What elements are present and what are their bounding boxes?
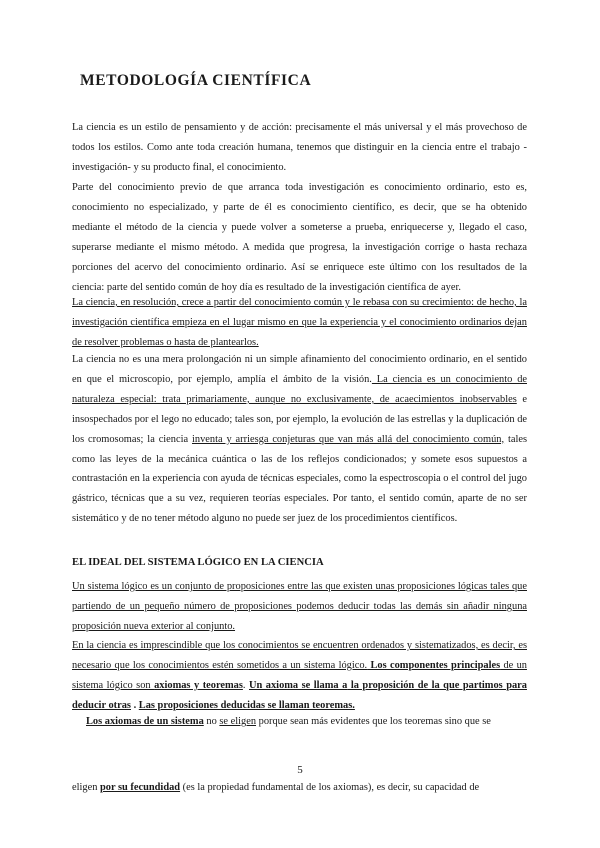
paragraph-4-part-e: tales como las leyes de la mecánica cuántica o las de los reflejos condicionados; y somete esos supuestos a contrastación en la experiencia con ayuda de técnicas especiales, como la espectroscopia o el control del jugo gástrico, técnicas que a su vez, requieren teorías especiales. Por tanto, el sentido común, aparte de no ser sistemático y de no tener método alguno no puede ser juez de los procedimientos científicos. — [72, 433, 528, 525]
paragraph-8-part-b: por su fecundidad — [100, 782, 181, 793]
paragraph-6-part-a: En la ciencia es imprescindible que los conocimientos se encuentren ordenados y sistematizados, es decir, es necesario que los conocimientos estén sometidos a un sistema lógico. — [72, 640, 527, 671]
paragraph-6-part-f: Un axioma se llama a — [249, 679, 348, 691]
paragraph-5: Un sistema lógico es un conjunto de proposiciones entre las que existen unas proposiciones lógicas tales que partiendo de un pequeño número de proposiciones podemos deducir todas las demás sin añadir ninguna proposición nueva exterior al conjunto. — [72, 581, 527, 632]
paragraph-8 — [72, 778, 527, 798]
paragraph-7-part-b: no — [203, 716, 220, 727]
paragraph-7-part-c: se eligen — [219, 716, 257, 727]
section-heading: EL IDEAL DEL SISTEMA LÓGICO EN LA CIENCIA — [72, 557, 324, 568]
paragraph-6 — [72, 636, 527, 716]
paragraph-6-part-h: . — [130, 699, 139, 711]
paragraph-6-part-g: la proposición de la que partimos para deducir otras — [72, 679, 527, 711]
paragraph-4-part-b: La ciencia es un conocimiento de naturaleza especial: trata primariamente, aunque no exclusivamente, de acaecimientos inobservables — [72, 373, 527, 405]
paragraph-6-part-d: axiomas y teoremas — [154, 679, 243, 691]
paragraph-4 — [72, 350, 527, 529]
paragraph-6-part-e: . — [242, 679, 249, 691]
paragraph-7 — [72, 712, 527, 732]
page-number: 5 — [297, 764, 303, 776]
paragraph-4-part-c: e insospechados por el lego no educado; tales son, por ejemplo, la evolución de las estrellas y la duplicación de los cromosomas; la ciencia — [72, 393, 527, 445]
paragraph-8-part-a: eligen — [72, 782, 100, 793]
paragraph-3: La ciencia, en resolución, crece a partir del conocimiento común y le rebasa con su crecimiento: de hecho, la investigación científica empieza en el lugar mismo en que la experiencia y el conocimiento ordinarios dejan de resolver problemas o hasta de plantearlos. — [72, 297, 527, 348]
paragraph-4-part-d: inventa y arriesga conjeturas que van más allá del conocimiento común, — [192, 433, 505, 445]
paragraph-6-part-b: Los componentes principales — [367, 659, 501, 671]
page-title: METODOLOGÍA CIENTÍFICA — [80, 72, 312, 89]
paragraph-1: La ciencia es un estilo de pensamiento y de acción: precisamente el más universal y el más provechoso de todos los estilos. Como ante toda creación humana, tenemos que distinguir en la ciencia entre el trabajo -investigación- y su producto final, el conocimiento. — [72, 122, 527, 173]
paragraph-2: Parte del conocimiento previo de que arranca toda investigación es conocimiento ordinario, esto es, conocimiento no especializado, y parte de él es conocimiento científico, es decir, que se ha obtenido mediante el método de la ciencia y puede volver a someterse a prueba, enriquecerse y, llegado el caso, superarse mediante el mismo método. A medida que progresa, la investigación corrige o hasta rechaza porciones del acervo del conocimiento ordinario. Así se enriquece este último con los resultados de la ciencia: parte del sentido común de hoy día es resultado de la investigación científica de ayer. — [72, 182, 527, 293]
paragraph-6-part-c: de un sistema lógico son — [72, 659, 527, 691]
paragraph-7-part-d: porque sean más evidentes que los teoremas sino que se — [256, 716, 491, 727]
paragraph-4-part-a: La ciencia no es una mera prolongación ni un simple afinamiento del conocimiento ordinario, en el sentido en que el microscopio, por ejemplo, amplía el ámbito de la visión. — [72, 354, 527, 385]
paragraph-7-part-a: Los axiomas de un sistema — [86, 716, 204, 727]
paragraph-8-part-c: (es la propiedad fundamental de los axiomas), es decir, su capacidad de — [180, 782, 480, 793]
paragraph-6-part-i: Las proposiciones deducidas se llaman teoremas. — [138, 699, 355, 711]
